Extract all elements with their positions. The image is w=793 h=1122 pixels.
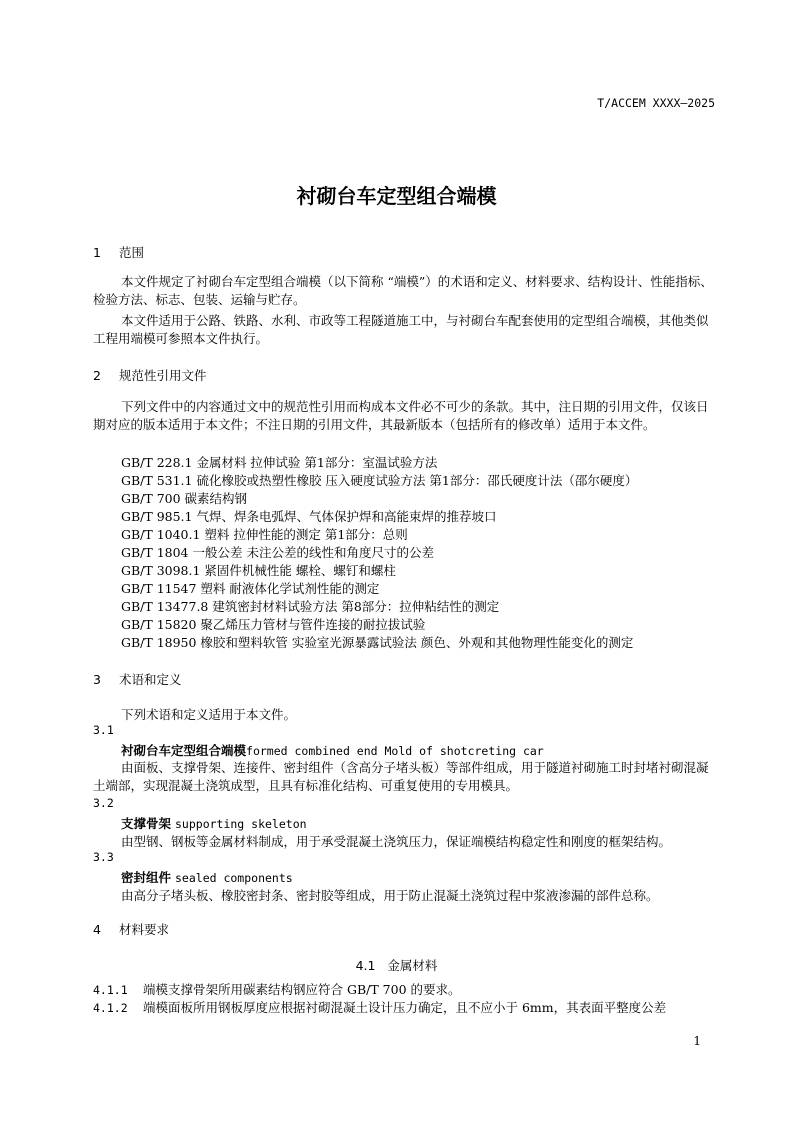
section-number: 1 xyxy=(93,245,101,260)
term-cn: 支撑骨架 xyxy=(121,816,172,831)
clause-4-1-1 xyxy=(93,980,461,998)
section-number: 3 xyxy=(93,672,101,687)
document-code: T/ACCEM XXXX—2025 xyxy=(597,96,715,110)
term-number: 3.2 xyxy=(93,796,114,810)
reference-item: GB/T 3098.1 紧固件机械性能 螺栓、螺钉和螺柱 xyxy=(121,563,396,578)
clause-text: 端模支撑骨架所用碳素结构钢应符合 GB/T 700 的要求。 xyxy=(143,982,461,997)
term-definition: 由型钢、钢板等金属材料制成，用于承受混凝土浇筑压力，保证端模结构稳定性和刚度的框架结构。 xyxy=(121,834,672,849)
clause-text: 端模面板所用钢板厚度应根据衬砌混凝土设计压力确定，且不应小于 6mm，其表面平整度公差 xyxy=(143,1000,667,1015)
reference-item: GB/T 985.1 气焊、焊条电弧焊、气体保护焊和高能束焊的推荐坡口 xyxy=(121,509,497,524)
term-title xyxy=(121,741,544,759)
reference-item: GB/T 11547 塑料 耐液体化学试剂性能的测定 xyxy=(121,581,380,596)
subsection-number: 4.1 xyxy=(355,958,376,973)
section-number: 2 xyxy=(93,368,101,383)
reference-item: GB/T 1040.1 塑料 拉伸性能的测定 第1部分：总则 xyxy=(121,527,408,542)
page-number: 1 xyxy=(693,1034,701,1048)
clause-number: 4.1.2 xyxy=(93,1001,128,1015)
section-title: 规范性引用文件 xyxy=(119,368,207,383)
section-4-heading xyxy=(93,920,169,938)
term-title xyxy=(121,868,293,886)
subsection-4-1-heading xyxy=(0,956,793,974)
paragraph: 下列文件中的内容通过文中的规范性引用而构成本文件必不可少的条款。其中，注日期的引用文件，仅该日期对应的版本适用于本文件；不注日期的引用文件，其最新版本（包括所有的修改单）适用于本文件。 xyxy=(93,399,709,432)
term-en: sealed components xyxy=(175,871,293,885)
clause-number: 4.1.1 xyxy=(93,983,128,997)
reference-item: GB/T 700 碳素结构钢 xyxy=(121,491,248,506)
paragraph: 下列术语和定义适用于本文件。 xyxy=(121,707,297,722)
term-definition: 由高分子堵头板、橡胶密封条、密封胶等组成，用于防止混凝土浇筑过程中浆液渗漏的部件总称。 xyxy=(121,888,659,903)
section-title: 术语和定义 xyxy=(119,672,182,687)
section-title: 材料要求 xyxy=(119,922,170,937)
reference-item: GB/T 18950 橡胶和塑料软管 实验室光源暴露试验法 颜色、外观和其他物理性能变化的测定 xyxy=(121,635,634,650)
term-number: 3.3 xyxy=(93,850,114,864)
section-2-heading xyxy=(93,366,207,384)
term-title xyxy=(121,814,307,832)
reference-item: GB/T 1804 一般公差 未注公差的线性和角度尺寸的公差 xyxy=(121,545,434,560)
section-1-heading xyxy=(93,243,144,261)
subsection-title: 金属材料 xyxy=(387,958,438,973)
document-title: 衬砌台车定型组合端模 xyxy=(296,184,497,208)
term-en: formed combined end Mold of shotcreting car xyxy=(246,744,544,758)
reference-item: GB/T 228.1 金属材料 拉伸试验 第1部分：室温试验方法 xyxy=(121,455,438,470)
paragraph: 本文件规定了衬砌台车定型组合端模（以下简称 “端模”）的术语和定义、材料要求、结构设计、性能指标、检验方法、标志、包装、运输与贮存。 xyxy=(93,274,713,307)
paragraph: 本文件适用于公路、铁路、水利、市政等工程隧道施工中，与衬砌台车配套使用的定型组合端模，其他类似工程用端模可参照本文件执行。 xyxy=(93,313,709,346)
section-3-heading xyxy=(93,670,182,688)
term-definition: 由面板、支撑骨架、连接件、密封组件（含高分子堵头板）等部件组成，用于隧道衬砌施工时封堵衬砌混凝土端部，实现混凝土浇筑成型，且具有标准化结构、可重复使用的专用模具。 xyxy=(93,760,709,793)
term-cn: 衬砌台车定型组合端模 xyxy=(121,743,247,758)
reference-item: GB/T 15820 聚乙烯压力管材与管件连接的耐拉拔试验 xyxy=(121,617,426,632)
clause-4-1-2 xyxy=(93,998,666,1016)
section-title: 范围 xyxy=(119,245,145,260)
reference-item: GB/T 13477.8 建筑密封材料试验方法 第8部分：拉伸粘结性的测定 xyxy=(121,599,500,614)
reference-item: GB/T 531.1 硫化橡胶或热塑性橡胶 压入硬度试验方法 第1部分：邵氏硬度计法（邵尔硬度） xyxy=(121,473,638,488)
term-en: supporting skeleton xyxy=(175,817,307,831)
term-number: 3.1 xyxy=(93,723,114,737)
term-cn: 密封组件 xyxy=(121,870,172,885)
section-number: 4 xyxy=(93,922,101,937)
